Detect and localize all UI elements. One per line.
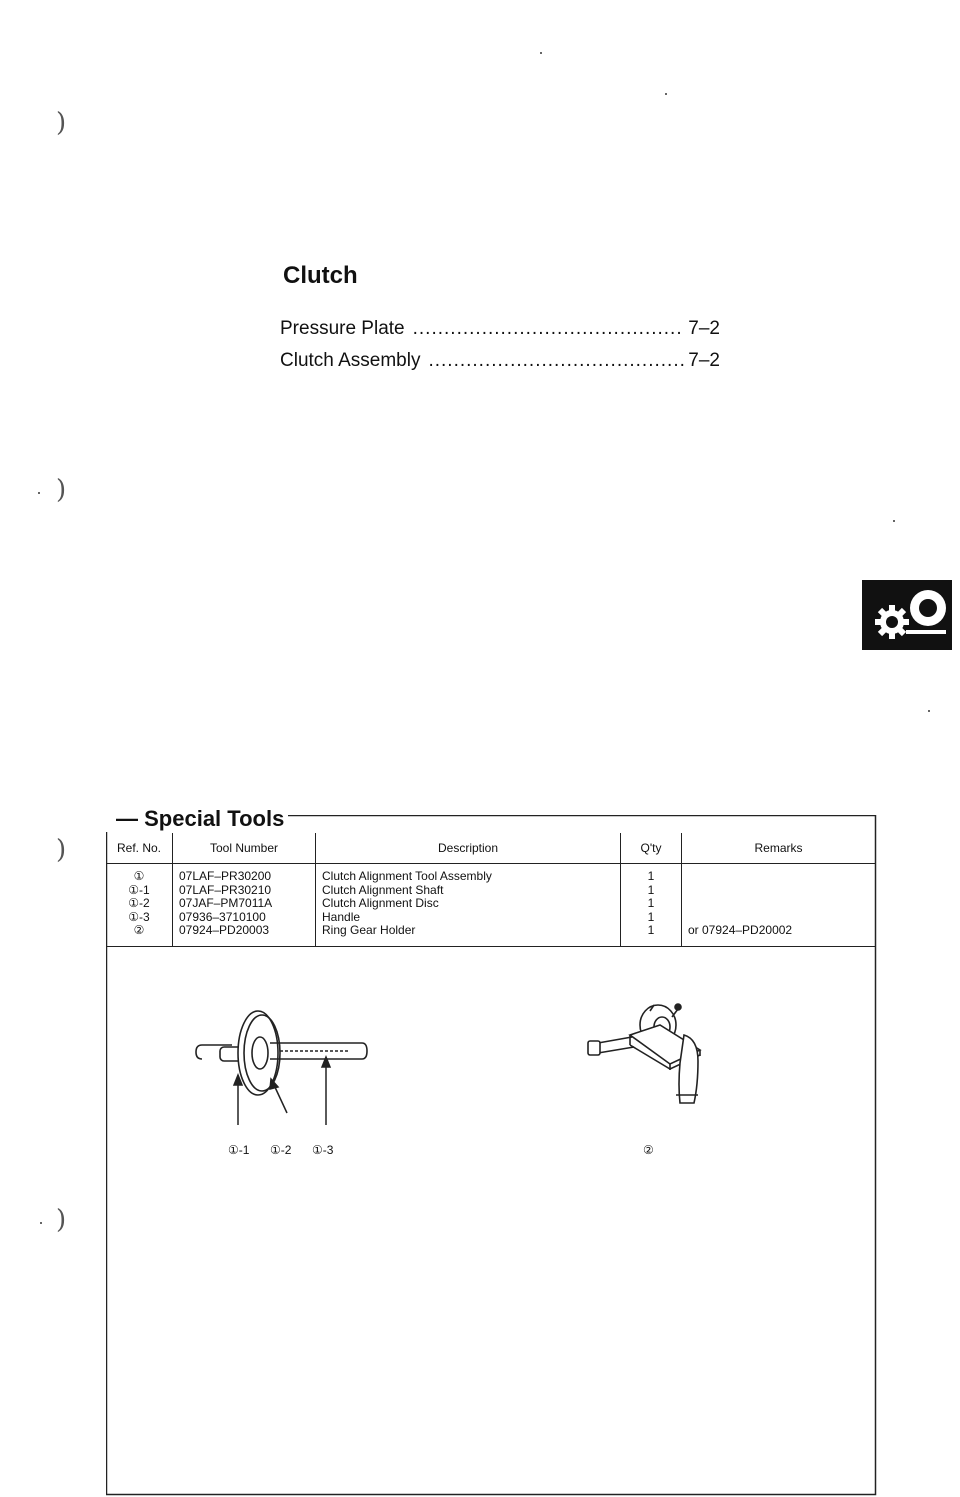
ref-value: ② (133, 923, 145, 937)
tool-description: Clutch Alignment Tool Assembly (322, 869, 492, 883)
scan-speck (665, 93, 667, 95)
toc-label: Clutch Assembly (280, 350, 421, 371)
toc-page: 7–2 (688, 318, 720, 339)
col-qty: Q'ty (621, 833, 682, 864)
table-body-row (106, 864, 875, 947)
scan-speck (40, 1222, 42, 1224)
section-title: Clutch (283, 262, 358, 289)
remarks-spacer (688, 870, 869, 924)
scan-speck (928, 710, 930, 712)
description-cell (316, 864, 621, 947)
ref-value: ① (133, 869, 145, 883)
tool-qty: 1 (647, 869, 655, 883)
tool-number: 07LAF–PR30210 (179, 882, 272, 897)
chapter-tab[interactable] (862, 580, 952, 650)
col-tool-number: Tool Number (173, 833, 316, 864)
label-handle: ①-3 (312, 1143, 334, 1157)
tool-qty: 1 (647, 896, 655, 910)
tool-number: 07936–3710100 (179, 909, 266, 924)
col-description: Description (316, 833, 621, 864)
label-holder: ② (643, 1143, 654, 1157)
label-shaft: ①-1 (228, 1143, 250, 1157)
tool-description: Ring Gear Holder (322, 923, 416, 937)
tool-qty: 1 (647, 909, 655, 924)
scan-speck (893, 520, 895, 522)
ref-cell (106, 864, 173, 947)
ref-value: ①-1 (128, 882, 150, 897)
margin-mark: ) (56, 475, 67, 505)
tool-remarks: or 07924–PD20002 (688, 923, 793, 937)
tool-description: Handle (322, 909, 361, 924)
tool-number: 07LAF–PR30200 (179, 869, 272, 883)
tool-qty: 1 (647, 923, 655, 937)
label-disc: ①-2 (270, 1143, 292, 1157)
tool-number: 07JAF–PM7011A (179, 896, 273, 910)
toc-leader (413, 318, 685, 340)
clutch-alignment-tool-illustration (190, 985, 380, 1125)
scan-speck (38, 492, 40, 494)
col-remarks: Remarks (682, 833, 876, 864)
qty-cell (621, 864, 682, 947)
toc-label: Pressure Plate (280, 318, 405, 339)
toc-entry[interactable] (280, 350, 720, 372)
special-tools-heading: — Special Tools (106, 806, 288, 832)
remarks-cell (682, 864, 876, 947)
tool-description: Clutch Alignment Disc (322, 896, 439, 910)
col-ref: Ref. No. (106, 833, 173, 864)
tool-description: Clutch Alignment Shaft (322, 882, 444, 897)
scan-speck (540, 52, 542, 54)
margin-mark: ) (56, 108, 67, 138)
margin-mark: ) (56, 835, 67, 865)
table-header-row (106, 833, 875, 864)
margin-mark: ) (56, 1205, 67, 1235)
tool-number: 07924–PD20003 (179, 923, 270, 937)
tool-qty: 1 (647, 882, 655, 897)
toc-page: 7–2 (688, 350, 720, 371)
gear-icon (862, 580, 952, 650)
tool-number-cell (173, 864, 316, 947)
special-tools-table (106, 833, 875, 947)
ring-gear-holder-illustration (580, 995, 720, 1115)
ref-value: ①-3 (128, 909, 150, 924)
ref-value: ①-2 (128, 896, 150, 910)
toc-entry[interactable] (280, 318, 720, 340)
toc-leader (428, 350, 684, 372)
